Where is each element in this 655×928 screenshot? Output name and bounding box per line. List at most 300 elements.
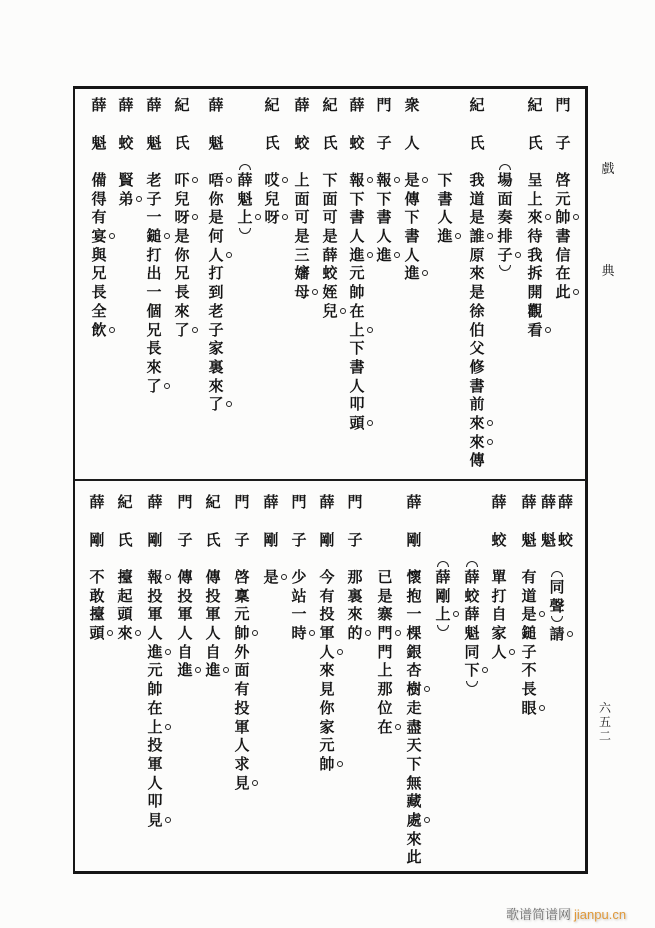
character: 投 [205,586,221,605]
dialogue-line [292,96,312,302]
character: 薛 [89,493,105,511]
character: 頭 [347,414,367,433]
character: 母 [292,283,312,302]
character: 投 [319,605,335,624]
dialogue-text [87,568,107,643]
punctuation-circle [165,574,171,580]
stage-direction [235,161,255,237]
punctuation-circle [487,439,493,445]
character: 門 [377,642,393,661]
character: 來 [406,829,422,848]
close-paren [462,680,482,690]
character: 何 [208,227,224,246]
dialogue-line [289,493,309,643]
character: 賢 [118,171,134,189]
character: 子 [555,134,571,153]
character: 戲 [601,162,615,177]
character: 人 [147,773,163,792]
character: 書 [349,357,365,376]
character: 元 [147,661,163,680]
character: 人 [437,208,453,227]
dialogue-line [519,493,539,718]
open-paren [433,558,453,568]
dialogue-line [145,493,165,830]
character: 面 [234,661,250,680]
punctuation-circle [545,327,551,333]
character: 人 [147,624,163,643]
character: 是 [377,586,393,605]
open-paren [462,558,482,568]
dialogue-line [317,493,337,774]
character: 子 [495,246,515,265]
character: 軍 [234,717,250,736]
character: 我 [469,171,485,189]
character: 上 [377,661,393,680]
character: 報 [145,568,165,587]
character: 薛 [491,493,507,511]
character: 伯 [469,320,485,339]
speaker-name [402,96,422,153]
close-paren [547,615,567,625]
character: 求 [234,754,250,773]
character: 薛 [147,493,163,511]
character: 魁 [208,134,224,153]
speaker-name [175,493,195,550]
character: 開 [527,283,543,302]
character: 下 [349,339,365,358]
character: 兄 [146,320,162,339]
speaker-name [317,493,337,550]
dialogue-text [203,568,223,680]
punctuation-circle [337,649,343,655]
dialogue-line [115,493,135,643]
character: 飲 [89,321,109,340]
character: 兒 [320,302,340,321]
character: 紀 [174,96,190,114]
character: 長 [174,283,190,302]
character: 薛 [263,493,279,511]
dialogue-line [489,493,509,661]
character: 魁 [91,134,107,153]
character: 老 [146,171,162,189]
character: 是 [519,605,539,624]
character: 呀 [172,208,192,227]
dialogue-text [232,568,252,792]
character: 面 [294,189,310,208]
open-paren [235,161,255,171]
punctuation-circle [424,817,430,823]
character: 來 [347,605,363,624]
character: 一 [291,605,307,624]
character: 哎 [262,171,282,190]
character: 外 [234,642,250,661]
character: 剛 [147,531,163,550]
dialogue-text [402,171,422,283]
book-title [598,119,618,323]
character: 父 [469,339,485,358]
dialogue-line [116,96,136,208]
character: 寨 [377,605,393,624]
character: 紀 [322,96,338,114]
speaker-name [519,493,539,550]
speaker-name [540,493,557,550]
character: 到 [208,283,224,302]
dialogue-text [145,568,165,830]
punctuation-circle [509,649,515,655]
character: 書 [469,376,485,395]
dialogue-text [206,171,226,414]
character: 打 [208,264,224,283]
character: 呈 [527,171,543,189]
running-header-book-title [598,119,618,323]
character: 擡 [117,568,133,586]
punctuation-circle [164,383,170,389]
speaker-name [87,493,107,550]
character: 姪 [322,283,338,302]
character: 是 [208,208,224,227]
character: 徐 [469,301,485,320]
character: 是 [402,171,422,190]
character: 上 [294,171,310,189]
character: 你 [174,245,190,264]
character: 蛟 [294,134,310,153]
character: 魁 [237,189,253,208]
character: 剛 [406,531,422,550]
character: 衆 [404,96,420,114]
character: 觀 [527,301,543,320]
character: 書 [404,227,420,246]
character: 人 [205,624,221,643]
character: 藏 [406,792,422,811]
character: 的 [345,624,365,643]
character: 進 [203,661,223,680]
character: 薛 [464,605,480,624]
dialogue-line [175,493,195,680]
stage-direction-line [462,493,482,690]
character: 得 [91,189,107,208]
character: 進 [175,661,195,680]
character: 下 [437,171,453,189]
character: 同 [549,578,565,596]
character: 進 [374,246,394,265]
speaker-name [232,493,252,550]
dialogue-text [175,568,195,680]
character: 長 [91,283,107,302]
speaker-name [289,493,309,550]
character: 同 [464,642,480,661]
character: 二 [598,729,611,743]
character: 上 [347,321,367,340]
character: 有 [521,568,537,586]
punctuation-circle [282,177,288,183]
dialogue-continuation [375,493,395,736]
character: 在 [375,718,395,737]
punctuation-circle [367,327,373,333]
character: 打 [491,586,507,605]
speaker-name [404,493,424,550]
character: 傳 [177,568,193,586]
character: 報 [347,171,367,190]
speaker-name [116,96,136,153]
open-paren [495,161,515,171]
character: 帥 [553,208,573,227]
character: 請 [547,625,567,644]
character: 下 [406,754,422,773]
character: 軍 [205,605,221,624]
character: 傳 [205,568,221,586]
punctuation-circle [252,780,258,786]
character: 不 [89,568,105,586]
character: 下 [376,189,392,208]
character: 敢 [89,586,105,605]
watermark-site-name: 歌谱简谱网 [506,908,572,923]
character: 帥 [349,283,365,302]
character: 薛 [91,96,107,114]
dialogue-text [519,568,539,718]
character: 可 [322,208,338,227]
dialogue-line [89,96,109,339]
character: 氏 [469,134,485,153]
character: 我 [527,245,543,264]
character: 門 [375,624,395,643]
character: 起 [117,586,133,605]
dialogue-text [320,171,340,321]
character: 宴 [89,227,109,246]
dialogue-text [89,171,109,339]
character: 軍 [147,605,163,624]
character: 長 [521,680,537,699]
character: 走 [406,698,422,717]
character: 兄 [91,264,107,283]
character: 眼 [519,699,539,718]
speaker-name [206,96,226,153]
punctuation-circle [136,196,142,202]
page-number-text [595,701,615,743]
character: 五 [598,715,611,729]
character: 一 [146,283,162,302]
character: 來 [469,264,485,283]
character: 進 [347,246,367,265]
character: 子 [376,134,392,153]
character: 可 [294,208,310,227]
character: 人 [317,643,337,662]
character: 進 [435,227,455,246]
character: 薛 [319,493,335,511]
stage-direction [495,161,515,274]
dialogue-text [317,568,337,774]
character: 子 [291,531,307,550]
punctuation-circle [367,252,373,258]
character: 你 [319,698,335,717]
character: 傳 [404,189,420,208]
character: 弟 [116,190,136,209]
character: 投 [147,586,163,605]
character: 時 [289,624,309,643]
dialogue-text [375,568,395,736]
speaker-name [144,96,164,153]
punctuation-circle [567,631,573,637]
punctuation-circle [109,327,115,333]
character: 剛 [263,531,279,550]
character: 剛 [89,531,105,550]
character: 書 [376,208,392,227]
dialogue-text [289,568,309,643]
speaker-name [261,493,281,550]
punctuation-circle [165,817,171,823]
character: 位 [377,698,393,717]
character: 來 [115,624,135,643]
dialogue-continuation [435,96,455,246]
dialogue-text [435,171,455,246]
character: 投 [147,736,163,755]
punctuation-circle [337,761,343,767]
character: 老 [208,301,224,320]
character: 門 [347,493,363,511]
character: 了 [172,321,192,340]
character: 見 [319,680,335,699]
dialogue-text [144,171,164,395]
character: 帥 [232,624,252,643]
character: 子 [146,189,162,208]
character: 門 [177,493,193,511]
character: 是 [469,283,485,302]
dialogue-text [489,568,509,661]
character: 場 [497,171,513,189]
character: 天 [406,736,422,755]
character: 家 [208,339,224,358]
speaker-name [292,96,312,153]
dialogue-text [347,171,367,433]
dialogue-line [402,96,422,283]
character: 門 [376,96,392,114]
character: 人 [404,245,420,264]
stage-direction-line [433,493,453,634]
punctuation-circle [395,724,401,730]
speaker-name [374,96,394,153]
punctuation-circle [340,308,346,314]
punctuation-circle [394,252,400,258]
character: 站 [291,586,307,605]
speaker-name [489,493,509,550]
dialogue-line [374,96,394,264]
character: 軍 [319,624,335,643]
character: 紀 [205,493,221,511]
character: 人 [404,134,420,153]
speaker-name [467,96,487,153]
character: 兒 [264,189,280,208]
character: 門 [234,493,250,511]
dialogue-line-joint [539,493,575,644]
punctuation-circle [367,420,373,426]
dialogue-text [261,568,281,587]
character: 子 [234,531,250,550]
punctuation-circle [539,705,545,711]
character: 自 [205,642,221,661]
character: 來 [146,357,162,376]
character: 全 [91,301,107,320]
close-paren [495,264,515,274]
character: 上 [527,189,543,208]
punctuation-circle [192,177,198,183]
character: 來 [319,661,335,680]
character: 少 [291,568,307,586]
character: 六 [598,701,611,715]
character: 蛟 [118,134,134,153]
character: 來 [174,301,190,320]
speaker-name [320,96,340,153]
character: 在 [147,698,163,717]
dialogue-line [232,493,252,792]
character: 元 [319,736,335,755]
punctuation-circle [165,724,171,730]
dialogue-line [320,96,340,321]
character: 叩 [349,395,365,414]
character: 典 [601,264,615,279]
character: 來 [467,433,487,452]
character: 人 [489,643,509,662]
character: 呀 [262,208,282,227]
page-number [595,701,615,743]
character: 來 [208,376,224,395]
character: 上 [433,605,453,624]
character: 書 [437,189,453,208]
dialogue-text [467,171,487,470]
character: 盡 [406,717,422,736]
character: 元 [349,264,365,283]
character: 魁 [464,624,480,643]
character: 下 [404,208,420,227]
speaker-name [262,96,282,153]
character: 投 [234,698,250,717]
character: 唔 [206,171,226,190]
character: 叩 [147,792,163,811]
character: 面 [322,189,338,208]
dialogue-line [172,96,192,339]
character: 拆 [527,264,543,283]
character: 奏 [497,208,513,227]
character: 家 [491,624,507,643]
stage-direction [462,558,482,690]
character: 兒 [174,189,190,208]
speaker-name [203,493,223,550]
punctuation-circle [165,649,171,655]
punctuation-circle [367,177,373,183]
dialogue-text [404,568,424,867]
character: 紀 [527,96,543,114]
character: 薛 [208,96,224,114]
character: 子 [177,531,193,550]
dialogue-line [206,96,226,414]
character: 出 [146,264,162,283]
character: 人 [177,624,193,643]
character: 薛 [521,493,537,511]
character: 薛 [435,568,451,586]
stage-direction-line [495,96,515,274]
character: 此 [406,848,422,867]
stage-direction [433,558,453,634]
dialogue-line [203,493,223,680]
character: 一 [146,208,162,227]
character: 下 [349,189,365,208]
dialogue-text [115,568,135,643]
character: 薛 [540,493,556,511]
character: 銀 [406,642,422,661]
character: 待 [527,227,543,246]
character: 單 [491,568,507,586]
character: 投 [177,586,193,605]
speaker-name [347,96,367,153]
character: 啓 [234,568,250,586]
